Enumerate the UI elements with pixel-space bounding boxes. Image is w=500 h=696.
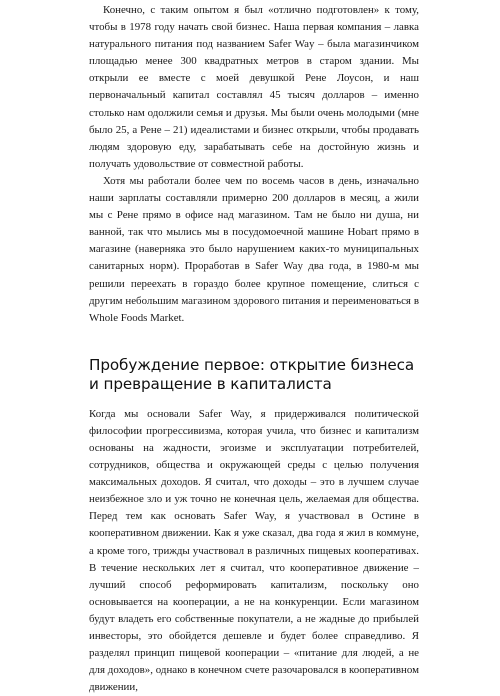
- book-page: [89, 2, 419, 696]
- paragraph-1: Конечно, с таким опытом я был «отлично подготовлен» к тому, чтобы в 1978 году начать свой бизнес. Наша первая компания – лавка натурального питания под названием Safer Way – была магазинчиком площадью менее 300 квадратных метров в старом здании. Мы открыли ее вместе с моей девушкой Рене Лоусон, и наш первоначальный капитал составлял 45 тысяч долларов – именно столько нам одолжили семья и друзья. Мы были очень молодыми (мне было 25, а Рене – 21) идеалистами и бизнес открыли, чтобы продавать людям здоровую еду, зарабатывать себе на достойную жизнь и получать удовольствие от совместной работы.: [89, 4, 419, 170]
- section-heading: Пробуждение первое: открытие бизнеса и превращение в капиталиста: [89, 355, 415, 394]
- paragraph-3: Когда мы основали Safer Way, я придерживался политической философии прогрессивизма, которая учила, что бизнес и капитализм основаны на жадности, эгоизме и эксплуатации потребителей, сотрудников, общества и окружающей среды с целью получения максимальных доходов. Я считал, что доходы – это в лучшем случае неизбежное зло и уж точно не конечная цель, желаемая для общества. Перед тем как основать Safer Way, я участвовал в Остине в кооперативном движении. Как я уже сказал, два года я жил в коммуне, а кроме того, трижды участвовал в различных пищевых кооперативах. В течение нескольких лет я считал, что кооперативное движение – лучший способ реформировать капитализм, поскольку оно основывается на кооперации, а не на конкуренции. Если магазином будут владеть его собственные покупатели, а не жадные до прибылей инвесторы, это обойдется дешевле и будет более справедливо. Я разделял принцип пищевой кооперации – «питание для людей, а не для доходов», однако в конечном счете разочаровался в кооперативном движении,: [89, 407, 419, 694]
- paragraph-2: Хотя мы работали более чем по восемь часов в день, изначально наши зарплаты составляли примерно 200 долларов в месяц, а жили мы с Рене прямо в офисе над магазином. Там не было ни душа, ни ванной, так что мылись мы в посудомоечной машине Hobart прямо в магазине (наверняка это было нарушением каких-то муниципальных санитарных норм). Проработав в Safer Way два года, в 1980-м мы решили переехать в гораздо более крупное помещение, слиться с другим небольшим магазином здорового питания и переименоваться в Whole Foods Market.: [89, 174, 419, 324]
